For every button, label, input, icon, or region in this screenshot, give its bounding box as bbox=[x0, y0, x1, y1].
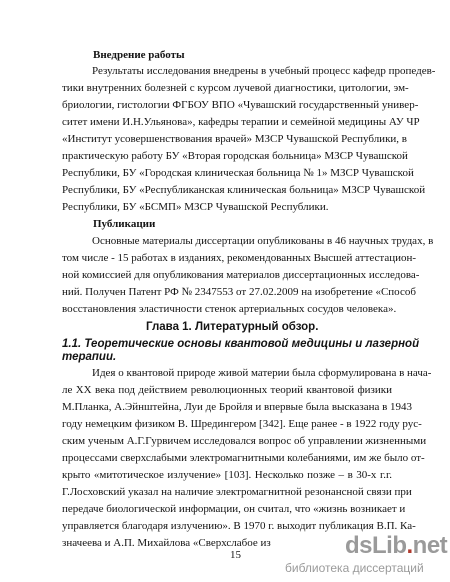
text-line: Г.Лосховский указал на наличие электромагнитной резонансной связи при bbox=[62, 486, 412, 498]
text-line: процессами сверхслабыми электромагнитными колебаниями, им же было от- bbox=[62, 452, 425, 464]
text-line: значеева и А.П. Михайлова «Сверхслабое из bbox=[62, 537, 271, 549]
watermark-logo-main: dsLib bbox=[345, 532, 407, 559]
text-line: ной комиссией для опубликования материалов диссертационных исследова- bbox=[62, 269, 420, 281]
text-line: ситет имени И.Н.Ульянова», кафедры терапии и семейной медицины АУ ЧР bbox=[62, 116, 420, 128]
text-line: ским ученым А.Г.Гурвичем исследовался вопрос об управлении жизненными bbox=[62, 435, 427, 447]
text-line: восстановления эластичности стенок артериальных сосудов человека». bbox=[62, 303, 397, 315]
subsection-title-continued: терапии. bbox=[62, 351, 117, 363]
watermark-logo-dot: . bbox=[406, 532, 413, 559]
text-line: М.Планка, А.Эйнштейна, Луи де Бройля и впервые была высказана в 1943 bbox=[62, 401, 413, 413]
text-line: ний. Получен Патент РФ № 2347553 от 27.02.2009 на изобретение «Способ bbox=[62, 286, 416, 298]
section-title-implementation: Внедрение работы bbox=[93, 49, 185, 61]
watermark-subtitle: библиотека диссертаций bbox=[285, 561, 424, 575]
watermark-logo-tld: net bbox=[412, 532, 448, 559]
text-line: Республики, БУ «Городская клиническая больница № 1» МЗСР Чувашской bbox=[62, 167, 414, 179]
watermark-logo bbox=[345, 532, 447, 560]
text-line: Республики, БУ «БСМП» МЗСР Чувашской Республики. bbox=[62, 201, 329, 213]
subsection-title: 1.1. Теоретические основы квантовой медицины и лазерной bbox=[62, 338, 420, 350]
text-line: управляется благодаря излучению». В 1970 г. выходит публикация В.П. Ка- bbox=[62, 520, 416, 532]
section-title-publications: Публикации bbox=[93, 218, 156, 230]
text-line: тики внутренних болезней с курсом лучевой диагностики, цитологии, эм- bbox=[62, 82, 409, 94]
page-number: 15 bbox=[230, 549, 241, 561]
text-line: практическую работу БУ «Вторая городская больница» МЗСР Чувашской bbox=[62, 150, 408, 162]
text-line: году немецким физиком В. Шредингером [342]. Еще ранее - в 1922 году рус- bbox=[62, 418, 422, 430]
text-line: передаче биологической информации, он считал, что «жизнь возникает и bbox=[62, 503, 406, 515]
text-line: Результаты исследования внедрены в учебный процесс кафедр пропедев- bbox=[92, 65, 436, 77]
text-line: Основные материалы диссертации опубликованы в 46 научных трудах, в bbox=[92, 235, 434, 247]
text-line: «Институт усовершенствования врачей» МЗСР Чувашской Республики, в bbox=[62, 133, 407, 145]
text-line: крыто «митотическое излучение» [103]. Несколько позже – в 30-х г.г. bbox=[62, 469, 392, 481]
text-line: ле XX века под действием революционных теорий квантовой физики bbox=[62, 384, 392, 396]
chapter-title: Глава 1. Литературный обзор. bbox=[146, 321, 319, 333]
text-line: том числе - 15 работах в изданиях, рекомендованных Высшей аттестацион- bbox=[62, 252, 417, 264]
watermark bbox=[285, 532, 448, 578]
text-line: Идея о квантовой природе живой материи была сформулирована в нача- bbox=[92, 367, 432, 379]
text-line: Республики, БУ «Республиканская клиническая больница» МЗСР Чувашской bbox=[62, 184, 426, 196]
text-line: бриологии, гистологии ФГБОУ ВПО «Чувашский государственный универ- bbox=[62, 99, 419, 111]
